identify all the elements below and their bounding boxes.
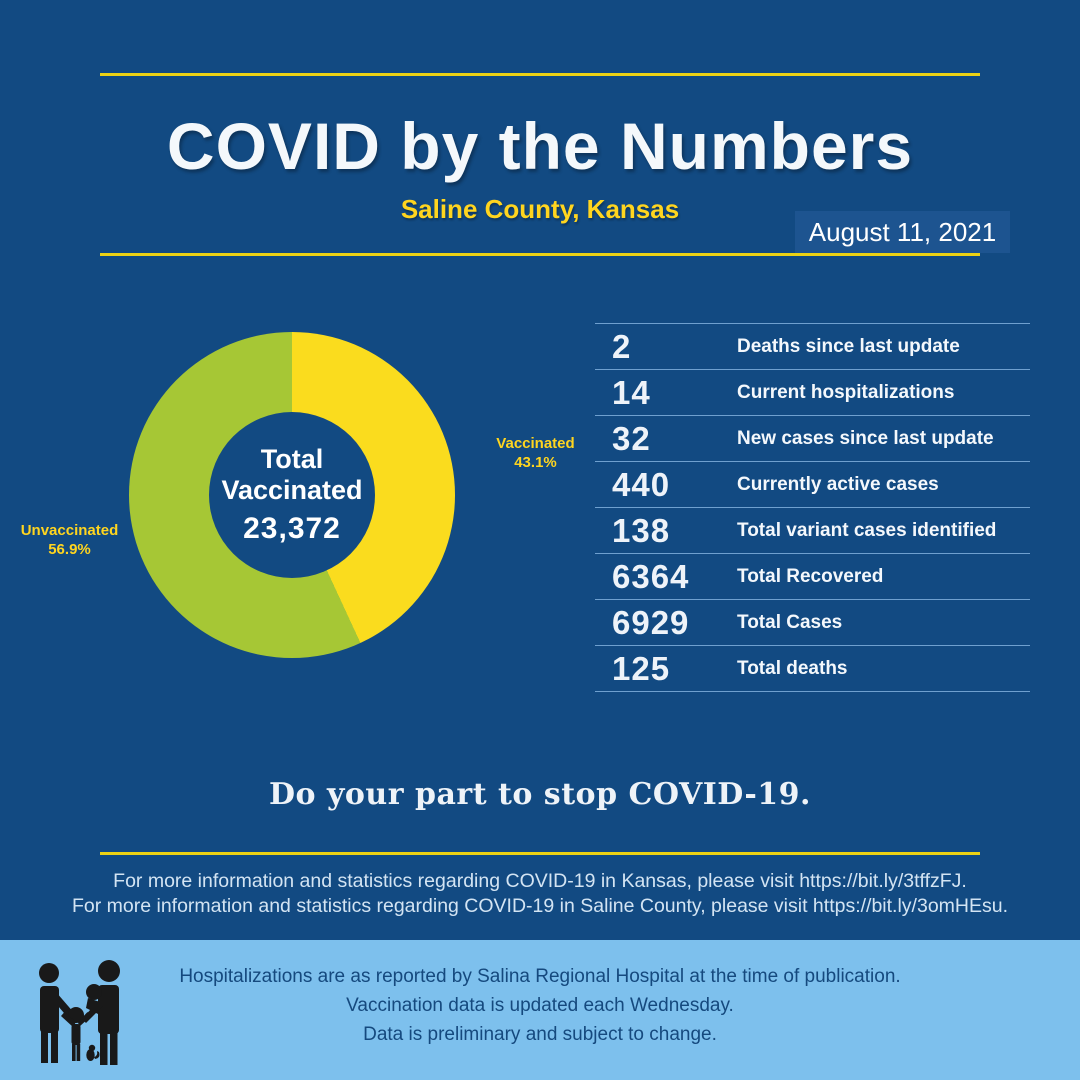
footer-band <box>0 940 1080 1080</box>
report-date: August 11, 2021 <box>795 211 1010 253</box>
stat-value: 14 <box>612 373 651 411</box>
table-row <box>595 415 1030 461</box>
stat-label: Total Cases <box>737 611 843 633</box>
table-row <box>595 461 1030 507</box>
stat-label: Deaths since last update <box>737 335 960 357</box>
stat-value: 440 <box>612 465 671 503</box>
stat-value: 6929 <box>612 603 690 641</box>
table-row <box>595 323 1030 369</box>
stat-value: 2 <box>612 327 632 365</box>
info-line-saline: For more information and statistics regarding COVID-19 in Saline County, please visit https://bit.ly/3omHEsu. <box>71 895 1009 917</box>
top-divider-line <box>100 73 980 76</box>
stat-label: Total deaths <box>737 657 848 679</box>
page-title: COVID by the Numbers <box>166 109 914 183</box>
footer-note-vaccination: Vaccination data is updated each Wednesday. <box>346 995 734 1016</box>
stat-label: Total Recovered <box>737 565 884 587</box>
footer-note-hospitalizations: Hospitalizations are as reported by Salina Regional Hospital at the time of publication. <box>179 966 901 987</box>
table-row <box>595 553 1030 599</box>
table-row <box>595 507 1030 553</box>
table-row <box>595 369 1030 415</box>
stat-value: 6364 <box>612 557 690 595</box>
footer-note-preliminary: Data is preliminary and subject to change. <box>363 1024 717 1045</box>
call-to-action: Do your part to stop COVID-19. <box>269 777 811 812</box>
unvaccinated-slice-label <box>12 521 127 559</box>
stats-table <box>595 323 1030 692</box>
info-line-kansas: For more information and statistics regarding COVID-19 in Kansas, please visit https://bit.ly/3tffzFJ. <box>113 870 967 892</box>
info-links <box>0 869 1080 919</box>
table-row <box>595 645 1030 691</box>
stat-label: Currently active cases <box>737 473 939 495</box>
header-divider-line <box>100 253 980 256</box>
vaccinated-slice-label <box>483 434 588 472</box>
footer-divider-line <box>100 852 980 855</box>
donut-center-label-line2: Vaccinated <box>221 475 363 505</box>
stat-value: 32 <box>612 419 651 457</box>
stat-label: New cases since last update <box>737 427 994 449</box>
donut-chart <box>129 332 455 658</box>
stat-label: Current hospitalizations <box>737 381 955 403</box>
stat-label: Total variant cases identified <box>737 519 997 541</box>
donut-center-text <box>129 332 455 658</box>
donut-center-value: 23,372 <box>243 512 341 545</box>
footer-notes <box>0 962 1080 1049</box>
stat-value: 138 <box>612 511 671 549</box>
unvaccinated-slice-name: Unvaccinated <box>20 522 119 539</box>
stat-value: 125 <box>612 649 671 687</box>
table-row <box>595 599 1030 645</box>
vaccinated-slice-name: Vaccinated <box>496 435 575 452</box>
unvaccinated-slice-pct: 56.9% <box>48 541 91 558</box>
county-subtitle: Saline County, Kansas <box>400 194 680 224</box>
donut-center-label-line1: Total <box>260 444 324 474</box>
vaccinated-slice-pct: 43.1% <box>514 454 557 471</box>
